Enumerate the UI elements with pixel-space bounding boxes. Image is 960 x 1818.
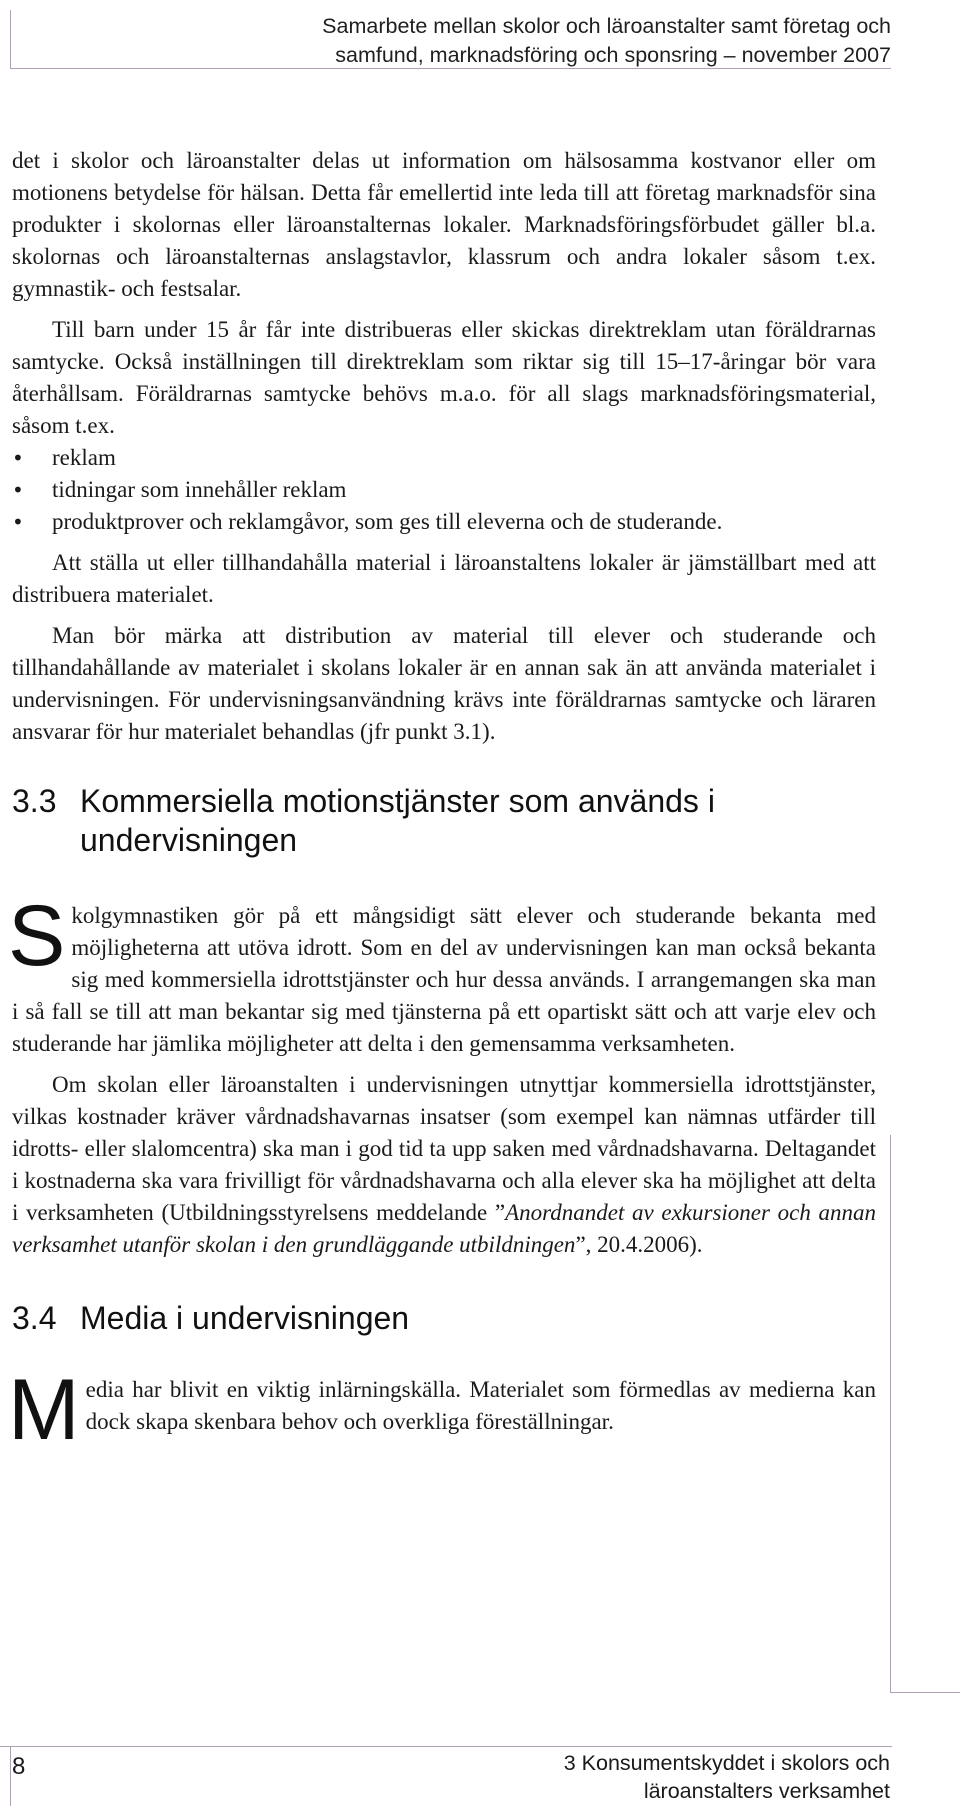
footer-chapter-title bbox=[564, 1749, 890, 1805]
bullet-icon: • bbox=[12, 510, 24, 534]
paragraph-media bbox=[8, 1362, 876, 1458]
running-head-line-2: samfund, marknadsföring och sponsring – november 2007 bbox=[335, 43, 891, 67]
footer-left-rule bbox=[10, 1746, 11, 1806]
bullet-icon: • bbox=[12, 446, 24, 470]
list-item bbox=[12, 474, 876, 506]
paragraph-commercial-services bbox=[12, 1069, 876, 1261]
section-title: Media i undervisningen bbox=[80, 1300, 410, 1336]
page-body bbox=[8, 145, 876, 1458]
running-head-line-1: Samarbete mellan skolor och läroanstalter samt företag och bbox=[322, 14, 891, 38]
footer-rule bbox=[0, 1746, 892, 1747]
publication-title: Anordnandet av exkursioner och annan verksamhet utanför skolan i den grundläggande utbildningen bbox=[12, 1200, 876, 1257]
paragraph-text-start: Om skolan eller läroanstalten i undervisningen utnyttjar kommersiella idrottstjänster, vilkas kostnader kräver vårdnadshavarnas insatser (som exempel kan nämnas utfärder till idrotts- eller slalomcentra) ska man i god tid ta upp saken med vårdnadshavarna. Deltagandet i kostnaderna ska vara frivilligt för vårdnadshavarna och alla elever ska ha möjlighet att delta i verksamheten (Utbildningsstyrelsens meddelande ” bbox=[12, 1072, 876, 1225]
paragraph-direct-marketing: Till barn under 15 år får inte distribueras eller skickas direktreklam utan föräldrarnas samtycke. Också inställningen till direktreklam som riktar sig till 15–17-åringar bör vara återhållsam. Föräldrarnas samtycke behövs m.a.o. för all slags marknadsföringsmaterial, såsom t.ex. bbox=[12, 317, 876, 438]
list-item bbox=[12, 442, 876, 474]
side-margin-rule bbox=[890, 1135, 960, 1693]
paragraph-distribution: Man bör märka att distribution av material till elever och studerande och tillhandahållande av materialet i skolans lokaler är en annan sak än att använda materialet i undervisningen. För undervisningsanvändning krävs inte föräldrarnas samtycke och läraren ansvarar för hur materialet behandlas (jfr punkt 3.1). bbox=[12, 623, 876, 744]
dropcap-letter: S bbox=[8, 888, 66, 984]
running-head-text bbox=[322, 12, 891, 70]
footer-chapter-line-2: läroanstalters verksamhet bbox=[643, 1779, 890, 1803]
page-number: 8 bbox=[12, 1753, 26, 1780]
paragraph-display-material: Att ställa ut eller tillhandahålla material i läroanstaltens lokaler är jämställbart med att distribuera materialet. bbox=[12, 550, 876, 607]
footer-chapter-line-1: 3 Konsumentskyddet i skolors och bbox=[563, 1751, 890, 1775]
list-item-text: produktprover och reklamgåvor, som ges till eleverna och de studerande. bbox=[52, 509, 723, 534]
running-head bbox=[10, 10, 891, 69]
paragraph-text-end: ”, 20.4.2006). bbox=[575, 1232, 703, 1257]
list-item bbox=[12, 506, 876, 538]
section-title: Kommersiella motionstjänster som används i undervisningen bbox=[80, 783, 715, 858]
section-heading-3-4 bbox=[12, 1299, 876, 1338]
bullet-icon: • bbox=[12, 478, 24, 502]
paragraph-text: kolgymnastiken gör på ett mångsidigt sätt elever och studerande bekanta med möjligheterna att utöva idrott. Som en del av undervisningen kan man också bekanta sig med kommersiella idrottstjänster och hur dessa används. I arrangemangen ska man i så fall se till att man bekantar sig med tjänsterna på ett opartiskt sätt och att varje elev och studerande har jämlika möjligheter att delta i den gemensamma verksamheten. bbox=[12, 903, 876, 1056]
dropcap-letter: M bbox=[8, 1362, 80, 1458]
section-number: 3.3 bbox=[12, 783, 57, 819]
section-number: 3.4 bbox=[12, 1300, 57, 1336]
paragraph-school-gymnastics bbox=[8, 888, 876, 1060]
bullet-list bbox=[12, 442, 876, 538]
list-item-text: tidningar som innehåller reklam bbox=[52, 477, 347, 502]
paragraph-continued: det i skolor och läroanstalter delas ut information om hälsosamma kostvanor eller om motionens betydelse för hälsan. Detta får emellertid inte leda till att företag marknadsför sina produkter i skolornas eller läroanstalternas lokaler. Marknadsföringsförbudet gäller bl.a. skolornas och läroanstalternas anslagstavlor, klassrum och andra lokaler såsom t.ex. gymnastik- och festsalar. bbox=[12, 148, 876, 301]
list-item-text: reklam bbox=[52, 445, 116, 470]
section-heading-3-3 bbox=[12, 782, 876, 860]
paragraph-text: edia har blivit en viktig inlärningskälla. Materialet som förmedlas av medierna kan dock skapa skenbara behov och overkliga föreställningar. bbox=[85, 1377, 876, 1434]
